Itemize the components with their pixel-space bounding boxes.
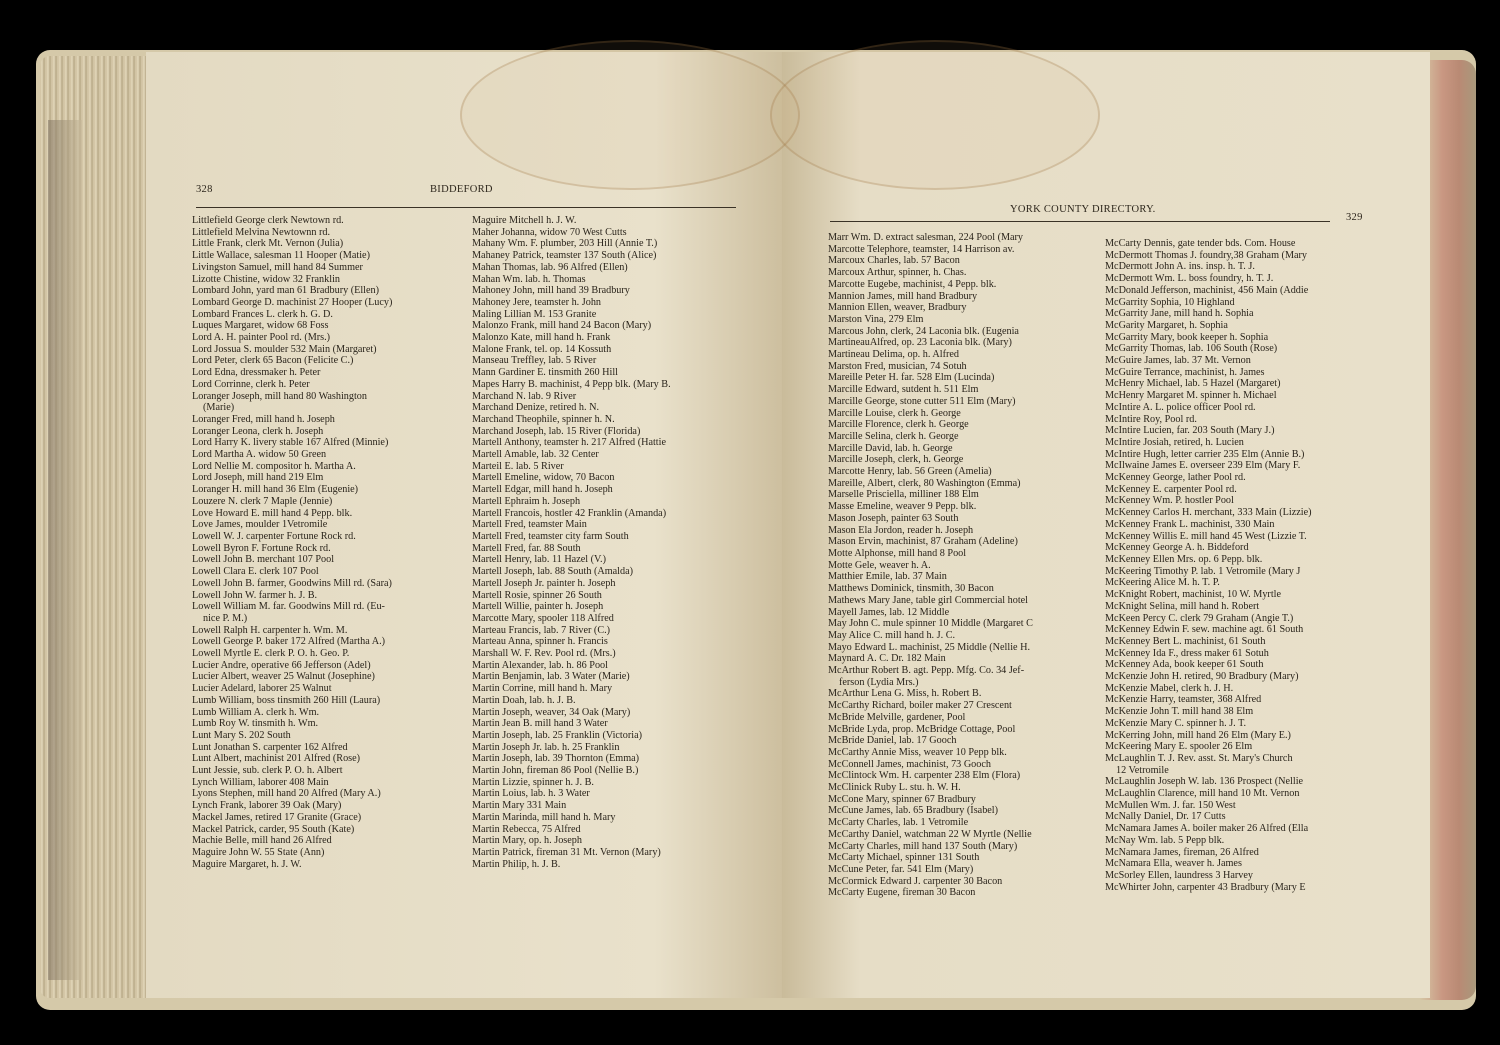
directory-entry: Luques Margaret, widow 68 Foss	[192, 320, 329, 332]
directory-entry: McIntire Lucien, far. 203 South (Mary J.)	[1105, 425, 1275, 437]
directory-entry: McGarrity Mary, book keeper h. Sophia	[1105, 331, 1269, 343]
directory-entry: McKenzie Mary C. spinner h. J. T.	[1105, 717, 1247, 729]
directory-entry: McDonald Jefferson, machinist, 456 Main (Addie	[1105, 284, 1309, 296]
directory-entry: McKnight Selina, mill hand h. Robert	[1105, 600, 1260, 612]
directory-entry: Mann Gardiner E. tinsmith 260 Hill	[472, 367, 619, 379]
directory-entry: Lucier Albert, weaver 25 Walnut (Josephine)	[192, 671, 375, 683]
directory-entry: Lombard Frances L. clerk h. G. D.	[192, 308, 333, 320]
left-header-rule	[196, 207, 736, 208]
directory-entry: Martin Rebecca, 75 Alfred	[472, 823, 581, 835]
directory-entry: Mareille, Albert, clerk, 80 Washington (Emma)	[828, 477, 1021, 489]
directory-entry: Marcoux Charles, lab. 57 Bacon	[828, 255, 960, 267]
water-stain-left	[460, 40, 800, 190]
directory-entry: Little Wallace, salesman 11 Hooper (Matie)	[192, 250, 370, 262]
directory-entry: McNamara Ella, weaver h. James	[1105, 858, 1242, 870]
directory-entry: Marston Fred, musician, 74 Sotuh	[828, 360, 967, 372]
directory-entry: Lord A. H. painter Pool rd. (Mrs.)	[192, 332, 331, 344]
directory-entry: McKenney E. carpenter Pool rd.	[1105, 483, 1237, 495]
directory-entry: Martell Willie, painter h. Joseph	[472, 601, 604, 613]
directory-entry: Marchand Denize, retired h. N.	[472, 402, 600, 414]
directory-entry: McKeering Alice M. h. T. P.	[1105, 577, 1220, 589]
directory-entry: McHenry Michael, lab. 5 Hazel (Margaret)	[1105, 378, 1281, 390]
directory-entry: McKenney Frank L. machinist, 330 Main	[1105, 518, 1275, 530]
directory-entry: Martin Corrine, mill hand h. Mary	[472, 683, 613, 695]
directory-entry: Littlefield George clerk Newtown rd.	[192, 215, 344, 226]
directory-entry: McKenney Ida F., dress maker 61 Sotuh	[1105, 647, 1269, 659]
directory-entry: McCune James, lab. 65 Bradbury (Isabel)	[828, 805, 999, 817]
directory-entry: Maguire Margaret, h. J. W.	[192, 858, 302, 870]
directory-entry: McBride Daniel, lab. 17 Gooch	[828, 735, 957, 747]
directory-entry: Lumb William, boss tinsmith 260 Hill (Laura)	[192, 694, 381, 706]
directory-entry: Mahan Wm. lab. h. Thomas	[472, 273, 586, 285]
directory-entry: McKeering Timothy P. lab. 1 Vetromile (Mary J	[1105, 565, 1301, 577]
directory-entry: Martell Rosie, spinner 26 South	[472, 589, 602, 601]
directory-entry: Maynard A. C. Dr. 182 Main	[828, 653, 946, 665]
directory-entry: Lowell W. J. carpenter Fortune Rock rd.	[192, 530, 356, 542]
directory-entry: Maher Johanna, widow 70 West Cutts	[472, 226, 627, 238]
directory-entry: Little Frank, clerk Mt. Vernon (Julia)	[192, 238, 344, 250]
directory-entry: Maling Lillian M. 153 Granite	[472, 308, 597, 320]
directory-entry: McIntire A. L. police officer Pool rd.	[1105, 401, 1256, 413]
directory-entry: Martin Marinda, mill hand h. Mary	[472, 811, 616, 823]
directory-entry: Martin Jean B. mill hand 3 Water	[472, 718, 608, 730]
directory-entry: Martin Mary, op. h. Joseph	[472, 835, 582, 847]
left-column-1	[192, 215, 462, 870]
directory-entry: Martin Joseph, lab. 39 Thornton (Emma)	[472, 753, 640, 765]
directory-entry: McGarrity Sophia, 10 Highland	[1105, 296, 1235, 308]
directory-entry: McArthur Robert B. agt. Pepp. Mfg. Co. 34 Jef-	[828, 665, 1025, 677]
directory-entry: Lord Joseph, mill hand 219 Elm	[192, 472, 324, 484]
directory-entry: McGarrity Jane, mill hand h. Sophia	[1105, 308, 1254, 320]
directory-entry: McIntire Josiah, retired, h. Lucien	[1105, 436, 1244, 448]
right-column-1	[828, 232, 1094, 899]
directory-entry: Loranger H. mill hand 36 Elm (Eugenie)	[192, 484, 359, 496]
directory-entry: McKenzie John T. mill hand 38 Elm	[1105, 706, 1254, 718]
directory-entry: McWhirter John, carpenter 43 Bradbury (Mary E	[1105, 881, 1306, 893]
directory-entry: Lunt Mary S. 202 South	[192, 729, 291, 741]
directory-entry: Mayo Edward L. machinist, 25 Middle (Nellie H.	[828, 641, 1031, 653]
directory-entry: Martin Lizzie, spinner h. J. B.	[472, 776, 594, 788]
directory-entry: McCarty Dennis, gate tender bds. Com. House	[1105, 238, 1296, 249]
directory-entry: MartineauAlfred, op. 23 Laconia blk. (Mary)	[828, 337, 1012, 349]
directory-entry: Louzere N. clerk 7 Maple (Jennie)	[192, 495, 333, 507]
directory-entry: McNally Daniel, Dr. 17 Cutts	[1105, 811, 1226, 823]
directory-entry: Martineau Delima, op. h. Alfred	[828, 349, 959, 361]
directory-entry: McCormick Edward J. carpenter 30 Bacon	[828, 875, 1003, 887]
directory-entry: McKenney Edwin F. sew. machine agt. 61 South	[1105, 624, 1304, 636]
directory-entry: Martell Fred, teamster city farm South	[472, 530, 629, 542]
directory-entry: McLaughlin T. J. Rev. asst. St. Mary's Church	[1105, 752, 1293, 764]
directory-entry: Martin Philip, h. J. B.	[472, 858, 561, 870]
directory-entry: Lord Jossua S. moulder 532 Main (Margaret)	[192, 343, 377, 355]
directory-entry: Loranger Leona, clerk h. Joseph	[192, 425, 324, 437]
directory-entry: Manseau Treffley, lab. 5 River	[472, 355, 597, 367]
directory-entry: McCarty Charles, mill hand 137 South (Mary)	[828, 840, 1018, 852]
directory-entry: Mahaney Patrick, teamster 137 South (Alice)	[472, 250, 657, 262]
directory-entry: Marcille Selina, clerk h. George	[828, 430, 959, 442]
directory-entry: Mayell James, lab. 12 Middle	[828, 606, 950, 618]
directory-entry: Lowell William M. far. Goodwins Mill rd. (Eu-	[192, 601, 385, 613]
directory-entry: Lowell George P. baker 172 Alfred (Martha A.)	[192, 636, 386, 648]
directory-entry: McDermott Wm. L. boss foundry, h. T. J.	[1105, 273, 1274, 285]
directory-entry: Marteil E. lab. 5 River	[472, 460, 564, 472]
directory-entry: McCarthy Annie Miss, weaver 10 Pepp blk.	[828, 746, 1007, 758]
directory-entry: Lord Peter, clerk 65 Bacon (Felicite C.)	[192, 355, 354, 367]
directory-entry: McGuire Terrance, machinist, h. James	[1105, 366, 1265, 378]
directory-entry: McGarrity Thomas, lab. 106 South (Rose)	[1105, 343, 1278, 355]
right-column-2	[1105, 238, 1371, 893]
directory-entry: McMullen Wm. J. far. 150 West	[1105, 799, 1236, 811]
directory-entry: McKenney George, lather Pool rd.	[1105, 472, 1246, 484]
directory-entry: McGuire James, lab. 37 Mt. Vernon	[1105, 355, 1251, 367]
directory-entry: Lord Harry K. livery stable 167 Alfred (Minnie)	[192, 437, 389, 449]
directory-entry: Malonzo Frank, mill hand 24 Bacon (Mary)	[472, 320, 652, 332]
directory-entry: Marcotte Mary, spooler 118 Alfred	[472, 612, 614, 624]
directory-entry: McConnell James, machinist, 73 Gooch	[828, 758, 991, 770]
directory-entry: Machie Belle, mill hand 26 Alfred	[192, 835, 332, 847]
directory-entry: McKenzie Harry, teamster, 368 Alfred	[1105, 694, 1262, 706]
directory-entry: Marr Wm. D. extract salesman, 224 Pool (Mary	[828, 232, 1024, 243]
directory-entry: McBride Melville, gardener, Pool	[828, 711, 966, 723]
left-column-2	[472, 215, 738, 870]
directory-entry: McKenney Willis E. mill hand 45 West (Lizzie T.	[1105, 530, 1307, 542]
directory-entry: Martell Henry, lab. 11 Hazel (V.)	[472, 554, 606, 566]
directory-entry: Lord Martha A. widow 50 Green	[192, 449, 327, 461]
directory-entry: Marcotte Telephore, teamster, 14 Harrison av.	[828, 243, 1015, 255]
directory-entry: Lowell Myrtle E. clerk P. O. h. Geo. P.	[192, 648, 350, 660]
directory-entry: McArthur Lena G. Miss, h. Robert B.	[828, 688, 982, 700]
directory-entry: Mackel James, retired 17 Granite (Grace)	[192, 811, 362, 823]
directory-entry: Mareille Peter H. far. 528 Elm (Lucinda)	[828, 372, 995, 384]
directory-entry: McLaughlin Joseph W. lab. 136 Prospect (Nellie	[1105, 776, 1304, 788]
directory-entry: Lowell John B. merchant 107 Pool	[192, 554, 335, 566]
directory-entry: Lowell Ralph H. carpenter h. Wm. M.	[192, 624, 348, 636]
directory-entry: Loranger Joseph, mill hand 80 Washington	[192, 390, 367, 402]
directory-entry: Martell Emeline, widow, 70 Bacon	[472, 472, 615, 484]
directory-entry: Mahoney John, mill hand 39 Bradbury	[472, 285, 630, 297]
directory-entry: Lombard George D. machinist 27 Hooper (Lucy)	[192, 296, 393, 308]
right-page-number: 329	[1346, 212, 1363, 223]
directory-entry: Matthews Dominick, tinsmith, 30 Bacon	[828, 583, 994, 595]
directory-entry: Lynch Frank, laborer 39 Oak (Mary)	[192, 800, 342, 812]
directory-entry: Lucier Adelard, laborer 25 Walnut	[192, 683, 332, 695]
directory-entry: Martell Francois, hostler 42 Franklin (Amanda)	[472, 507, 667, 519]
directory-entry: Lowell John W. farmer h. J. B.	[192, 589, 318, 601]
directory-entry: McNay Wm. lab. 5 Pepp blk.	[1105, 834, 1225, 846]
directory-entry: Lowell John B. farmer, Goodwins Mill rd. (Sara)	[192, 577, 392, 589]
directory-entry: Malone Frank, tel. op. 14 Kossuth	[472, 343, 612, 355]
directory-entry: Lynch William, laborer 408 Main	[192, 776, 329, 788]
directory-entry: Maguire John W. 55 State (Ann)	[192, 846, 325, 858]
water-stain-right	[770, 40, 1100, 190]
directory-entry: Martell Joseph Jr. painter h. Joseph	[472, 577, 616, 589]
directory-entry: Lord Corrinne, clerk h. Peter	[192, 378, 310, 390]
directory-entry: Mahany Wm. F. plumber, 203 Hill (Annie T.)	[472, 238, 658, 250]
directory-entry: Mason Ela Jordon, reader h. Joseph	[828, 524, 974, 536]
directory-entry: Marston Vina, 279 Elm	[828, 313, 924, 325]
directory-entry: Love James, moulder 1Vetromile	[192, 519, 328, 531]
directory-entry: Marcille Edward, sutdent h. 511 Elm	[828, 384, 979, 396]
directory-entry: Lizotte Chistine, widow 32 Franklin	[192, 273, 340, 285]
directory-entry: McKeen Percy C. clerk 79 Graham (Angie T.)	[1105, 612, 1294, 624]
directory-entry: Mason Ervin, machinist, 87 Graham (Adeline)	[828, 536, 1018, 548]
directory-entry: Livingston Samuel, mill hand 84 Summer	[192, 261, 363, 273]
directory-entry: McCone Mary, spinner 67 Bradbury	[828, 793, 976, 805]
directory-entry: Lord Nellie M. compositor h. Martha A.	[192, 460, 356, 472]
directory-entry: Masse Emeline, weaver 9 Pepp. blk.	[828, 501, 977, 513]
directory-entry: Martin Mary 331 Main	[472, 800, 567, 812]
directory-entry: McCarty Charles, lab. 1 Vetromile	[828, 817, 969, 829]
directory-entry: McKenney Wm. P. hostler Pool	[1105, 495, 1234, 507]
directory-entry: Mackel Patrick, carder, 95 South (Kate)	[192, 823, 355, 835]
right-running-head: YORK COUNTY DIRECTORY.	[1010, 204, 1156, 215]
directory-entry: Matthier Emile, lab. 37 Main	[828, 571, 947, 583]
directory-entry: Mapes Harry B. machinist, 4 Pepp blk. (Mary B.	[472, 378, 671, 390]
directory-entry: McKenney Ada, book keeper 61 South	[1105, 659, 1264, 671]
directory-entry: Lunt Albert, machinist 201 Alfred (Rose)	[192, 753, 361, 765]
directory-entry: Lowell Byron F. Fortune Rock rd.	[192, 542, 331, 554]
right-header-rule	[830, 221, 1330, 222]
directory-entry: Martell Fred, teamster Main	[472, 519, 587, 531]
directory-entry: Martell Amable, lab. 32 Center	[472, 449, 599, 461]
book-spine	[48, 120, 82, 980]
directory-entry: Lucier Andre, operative 66 Jefferson (Adel)	[192, 659, 371, 671]
directory-entry: McCune Peter, far. 541 Elm (Mary)	[828, 863, 974, 875]
directory-entry: Marcoux Arthur, spinner, h. Chas.	[828, 267, 967, 279]
directory-entry: Martin Loius, lab. h. 3 Water	[472, 788, 590, 800]
left-running-head: BIDDEFORD	[430, 184, 493, 195]
directory-entry: McDermott John A. ins. insp. h. T. J.	[1105, 261, 1255, 273]
directory-entry: McCarthy Daniel, watchman 22 W Myrtle (Nellie	[828, 828, 1032, 840]
directory-entry: Martin Joseph Jr. lab. h. 25 Franklin	[472, 741, 620, 753]
directory-entry: Mahan Thomas, lab. 96 Alfred (Ellen)	[472, 261, 628, 273]
directory-entry: Lyons Stephen, mill hand 20 Alfred (Mary A.)	[192, 788, 381, 800]
directory-entry: Lumb Roy W. tinsmith h. Wm.	[192, 718, 319, 730]
directory-entry: Mathews Mary Jane, table girl Commercial hotel	[828, 594, 1029, 606]
directory-entry: Marteau Anna, spinner h. Francis	[472, 636, 608, 648]
directory-entry: Marcille George, stone cutter 511 Elm (Mary)	[828, 395, 1016, 407]
directory-entry: Marcotte Henry, lab. 56 Green (Amelia)	[828, 466, 992, 478]
directory-entry: Martell Joseph, lab. 88 South (Amalda)	[472, 566, 633, 578]
directory-entry: Martin Doah, lab. h. J. B.	[472, 694, 576, 706]
directory-entry: Marteau Francis, lab. 7 River (C.)	[472, 624, 611, 636]
directory-entry: McNamara James, fireman, 26 Alfred	[1105, 846, 1259, 858]
directory-entry: Martell Ephraim h. Joseph	[472, 495, 581, 507]
directory-entry: McBride Lyda, prop. McBridge Cottage, Pool	[828, 723, 1016, 735]
directory-entry: Marshall W. F. Rev. Pool rd. (Mrs.)	[472, 648, 616, 660]
directory-entry: Mahoney Jere, teamster h. John	[472, 296, 602, 308]
directory-entry: Malonzo Kate, mill hand h. Frank	[472, 332, 611, 344]
directory-entry: Marchand Joseph, lab. 15 River (Florida)	[472, 425, 641, 437]
directory-entry: McDermott Thomas J. foundry,38 Graham (Mary	[1105, 249, 1308, 261]
directory-entry: Marcotte Eugebe, machinist, 4 Pepp. blk.	[828, 278, 997, 290]
directory-entry: McCarty Eugene, fireman 30 Bacon	[828, 887, 976, 899]
directory-entry: Marcille Florence, clerk h. George	[828, 419, 969, 431]
directory-entry: ferson (Lydia Mrs.)	[839, 676, 919, 688]
directory-entry: McKerring John, mill hand 26 Elm (Mary E.)	[1105, 729, 1291, 741]
directory-entry: Lumb William A. clerk h. Wm.	[192, 706, 320, 718]
directory-entry: Love Howard E. mill hand 4 Pepp. blk.	[192, 507, 353, 519]
directory-entry: McNamara James A. boiler maker 26 Alfred (Ella	[1105, 823, 1309, 835]
directory-entry: Mason Joseph, painter 63 South	[828, 512, 959, 524]
directory-entry: McCarty Michael, spinner 131 South	[828, 852, 980, 864]
directory-entry: McKenney Carlos H. merchant, 333 Main (Lizzie)	[1105, 507, 1312, 519]
directory-entry: (Marie)	[203, 402, 235, 414]
directory-entry: McClintock Wm. H. carpenter 238 Elm (Flora)	[828, 770, 1021, 782]
directory-entry: Marcille David, lab. h. George	[828, 442, 953, 454]
directory-entry: Lowell Clara E. clerk 107 Pool	[192, 566, 319, 578]
directory-entry: Marchand Theophile, spinner h. N.	[472, 413, 615, 425]
directory-entry: Motte Gele, weaver h. A.	[828, 559, 931, 571]
directory-entry: Martin Joseph, weaver, 34 Oak (Mary)	[472, 706, 631, 718]
directory-entry: Marcille Louise, clerk h. George	[828, 407, 961, 419]
directory-entry: May Alice C. mill hand h. J. C.	[828, 629, 956, 641]
directory-entry: Motte Alphonse, mill hand 8 Pool	[828, 547, 967, 559]
directory-entry: McHenry Margaret M. spinner h. Michael	[1105, 390, 1277, 402]
directory-entry: McKnight Robert, machinist, 10 W. Myrtle	[1105, 589, 1282, 601]
directory-entry: McCarthy Richard, boiler maker 27 Crescent	[828, 700, 1012, 712]
directory-entry: Lunt Jessie, sub. clerk P. O. h. Albert	[192, 765, 343, 777]
left-page-number: 328	[196, 184, 213, 195]
directory-entry: Marcille Joseph, clerk, h. George	[828, 454, 964, 466]
directory-entry: McIlwaine James E. overseer 239 Elm (Mary F.	[1105, 460, 1301, 472]
directory-entry: McKenney Bert L. machinist, 61 South	[1105, 635, 1266, 647]
directory-entry: Martell Edgar, mill hand h. Joseph	[472, 484, 613, 496]
directory-entry: Lombard John, yard man 61 Bradbury (Ellen)	[192, 285, 380, 297]
directory-entry: Martin Benjamin, lab. 3 Water (Marie)	[472, 671, 630, 683]
directory-entry: McGarity Margaret, h. Sophia	[1105, 319, 1228, 331]
directory-entry: Maguire Mitchell h. J. W.	[472, 215, 577, 226]
directory-entry: McLaughlin Clarence, mill hand 10 Mt. Vernon	[1105, 788, 1300, 800]
directory-entry: McIntire Hugh, letter carrier 235 Elm (Annie B.)	[1105, 448, 1305, 460]
directory-entry: McClinick Ruby L. stu. h. W. H.	[828, 782, 961, 794]
directory-entry: McKenzie John H. retired, 90 Bradbury (Mary)	[1105, 671, 1299, 683]
directory-entry: Martin Joseph, lab. 25 Franklin (Victoria)	[472, 729, 642, 741]
directory-entry: McKenzie Mabel, clerk h. J. H.	[1105, 682, 1234, 694]
directory-entry: Martell Anthony, teamster h. 217 Alfred (Hattie	[472, 437, 666, 449]
directory-entry: May John C. mule spinner 10 Middle (Margaret C	[828, 618, 1033, 630]
directory-entry: McSorley Ellen, laundress 3 Harvey	[1105, 869, 1253, 881]
directory-entry: Littlefield Melvina Newtownn rd.	[192, 226, 331, 238]
directory-entry: Mannion James, mill hand Bradbury	[828, 290, 978, 302]
directory-entry: Martin Alexander, lab. h. 86 Pool	[472, 659, 608, 671]
directory-entry: Marchand N. lab. 9 River	[472, 390, 577, 402]
directory-entry: Lunt Jonathan S. carpenter 162 Alfred	[192, 741, 348, 753]
directory-entry: McKeering Mary E. spooler 26 Elm	[1105, 741, 1253, 753]
directory-entry: Marcous John, clerk, 24 Laconia blk. (Eugenia	[828, 325, 1019, 337]
directory-entry: nice P. M.)	[203, 612, 248, 624]
directory-entry: Martin John, fireman 86 Pool (Nellie B.)	[472, 765, 639, 777]
directory-entry: 12 Vetromile	[1116, 764, 1169, 776]
directory-entry: Lord Edna, dressmaker h. Peter	[192, 367, 321, 379]
directory-entry: Mannion Ellen, weaver, Bradbury	[828, 302, 967, 314]
directory-entry: McIntire Roy, Pool rd.	[1105, 413, 1197, 425]
directory-entry: McKenney Ellen Mrs. op. 6 Pepp. blk.	[1105, 553, 1263, 565]
directory-entry: Loranger Fred, mill hand h. Joseph	[192, 413, 335, 425]
directory-entry: Martin Patrick, fireman 31 Mt. Vernon (Mary)	[472, 846, 661, 858]
directory-entry: Marselle Prisciella, milliner 188 Elm	[828, 489, 979, 501]
directory-entry: Martell Fred, far. 88 South	[472, 542, 581, 554]
directory-entry: McKenney George A. h. Biddeford	[1105, 542, 1249, 554]
